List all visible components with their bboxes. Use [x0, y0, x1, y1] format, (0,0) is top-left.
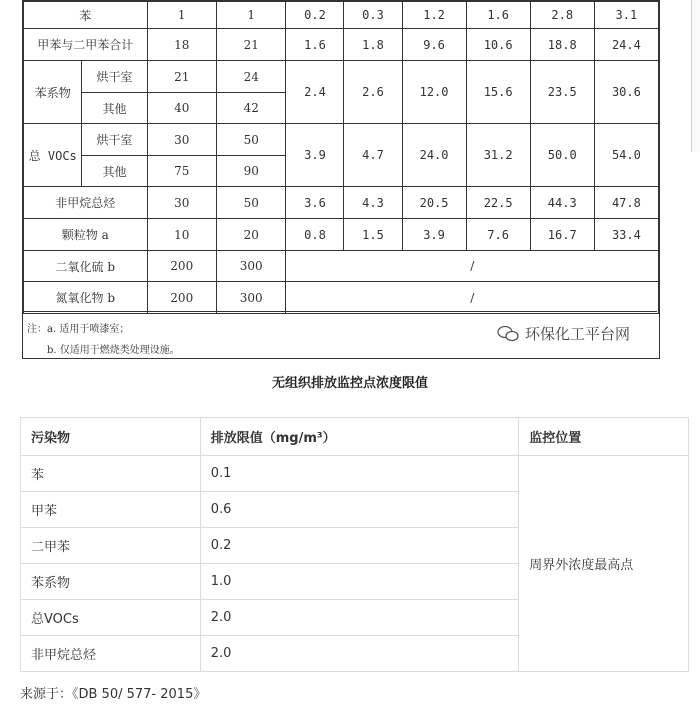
scan-cell: 0.8: [286, 219, 344, 251]
scan-cell: 300: [216, 251, 285, 282]
scan-cell: 40: [147, 93, 216, 124]
scan-cell: 1.5: [344, 219, 402, 251]
scan-cell: 24.4: [594, 29, 658, 61]
scan-cell: /: [286, 251, 659, 282]
scan-cell: 31.2: [466, 124, 530, 187]
scan-cell: 3.9: [286, 124, 344, 187]
table-header-row: [21, 418, 689, 456]
scan-cell: 23.5: [530, 61, 594, 124]
scan-cell: 0.3: [344, 2, 402, 29]
scan-cell: 54.0: [594, 124, 658, 187]
scan-cell: 42: [216, 93, 285, 124]
pollutant-cell: 甲苯: [21, 492, 201, 528]
scan-cell: 20.5: [402, 187, 466, 219]
scan-cell: 0.2: [286, 2, 344, 29]
scan-cell: 1.8: [344, 29, 402, 61]
scan-cell: 2.8: [530, 2, 594, 29]
scan-row: [24, 282, 659, 314]
pollutant-cell: 苯系物: [21, 564, 201, 600]
scan-cell: 75: [147, 156, 216, 187]
scan-row: [24, 251, 659, 282]
scan-row: [24, 2, 659, 29]
scan-cell: 18: [147, 29, 216, 61]
scan-cell: 50: [216, 124, 285, 156]
scan-cell: 7.6: [466, 219, 530, 251]
scan-cell: 1.2: [402, 2, 466, 29]
scan-cell: 10.6: [466, 29, 530, 61]
scan-cell: 24: [216, 61, 285, 93]
scan-cell: 二氧化硫 b: [24, 251, 148, 282]
scan-cell: 47.8: [594, 187, 658, 219]
scan-cell: 16.7: [530, 219, 594, 251]
scan-cell: 18.8: [530, 29, 594, 61]
scan-cell: 300: [216, 282, 285, 314]
scan-cell: 1: [147, 2, 216, 29]
scan-cell: 2.4: [286, 61, 344, 124]
scan-row: [24, 29, 659, 61]
pollutant-cell: 二甲苯: [21, 528, 201, 564]
limit-cell: 2.0: [200, 600, 519, 636]
scan-cell: 3.1: [594, 2, 658, 29]
scan-cell: 33.4: [594, 219, 658, 251]
limit-cell: 1.0: [200, 564, 519, 600]
scan-cell: 非甲烷总烃: [24, 187, 148, 219]
scan-cell: 1.6: [286, 29, 344, 61]
scan-cell: /: [286, 282, 659, 314]
scan-cell: 苯: [24, 2, 148, 29]
scan-cell: 200: [147, 251, 216, 282]
scanned-emission-table: [23, 1, 659, 314]
scan-cell: 90: [216, 156, 285, 187]
scan-cell: 烘干室: [82, 124, 147, 156]
scan-cell: 4.7: [344, 124, 402, 187]
scan-cell: 10: [147, 219, 216, 251]
scan-cell: 苯系物: [24, 61, 82, 124]
column-header: 监控位置: [519, 418, 689, 456]
scan-cell: 4.3: [344, 187, 402, 219]
limit-cell: 0.2: [200, 528, 519, 564]
scan-cell: 3.9: [402, 219, 466, 251]
chat-bubbles-icon: [497, 325, 519, 343]
scan-cell: 50.0: [530, 124, 594, 187]
scan-cell: 2.6: [344, 61, 402, 124]
scan-cell: 颗粒物 a: [24, 219, 148, 251]
scan-cell: 9.6: [402, 29, 466, 61]
scan-cell: 1: [216, 2, 285, 29]
scan-cell: 12.0: [402, 61, 466, 124]
scan-cell: 22.5: [466, 187, 530, 219]
table-row: [21, 456, 689, 492]
scan-cell: 44.3: [530, 187, 594, 219]
scan-row: [24, 219, 659, 251]
scan-cell: 20: [216, 219, 285, 251]
scan-row: [24, 61, 659, 93]
fugitive-emission-table: [20, 417, 689, 672]
watermark: [497, 323, 630, 344]
watermark-text: 环保化工平台网: [525, 325, 631, 343]
pollutant-cell: 苯: [21, 456, 201, 492]
pollutant-cell: 总VOCs: [21, 600, 201, 636]
column-header: 排放限值（mg/m³）: [200, 418, 519, 456]
scan-cell: 21: [147, 61, 216, 93]
scan-cell: 总 VOCs: [24, 124, 82, 187]
column-header: 污染物: [21, 418, 201, 456]
scan-cell: 1.6: [466, 2, 530, 29]
scan-cell: 200: [147, 282, 216, 314]
footnote-line: 注：a. 适用于喷漆室；: [27, 324, 130, 335]
scan-cell: 甲苯与二甲苯合计: [24, 29, 148, 61]
scan-cell: 24.0: [402, 124, 466, 187]
limit-cell: 0.1: [200, 456, 519, 492]
scan-row: [24, 124, 659, 156]
location-cell: 周界外浓度最高点: [519, 456, 689, 672]
limit-cell: 0.6: [200, 492, 519, 528]
pollutant-cell: 非甲烷总烃: [21, 636, 201, 672]
scan-cell: 3.6: [286, 187, 344, 219]
table-caption: 无组织排放监控点浓度限值: [271, 376, 428, 391]
limit-cell: 2.0: [200, 636, 519, 672]
scan-cell: 21: [216, 29, 285, 61]
scan-cell: 氮氧化物 b: [24, 282, 148, 314]
scan-cell: 50: [216, 187, 285, 219]
scan-cell: 15.6: [466, 61, 530, 124]
source-citation: 来源于：《DB 50/ 577- 2015》: [20, 687, 207, 702]
scrollbar[interactable]: [691, 0, 700, 152]
scan-cell: 30.6: [594, 61, 658, 124]
scan-row: [24, 187, 659, 219]
scan-cell: 30: [147, 187, 216, 219]
scan-cell: 其他: [82, 156, 147, 187]
scanned-table-image: [22, 0, 660, 359]
scan-cell: 30: [147, 124, 216, 156]
scan-cell: 烘干室: [82, 61, 147, 93]
footnote-line: b. 仅适用于燃烧类处理设施。: [47, 345, 180, 356]
scan-cell: 其他: [82, 93, 147, 124]
